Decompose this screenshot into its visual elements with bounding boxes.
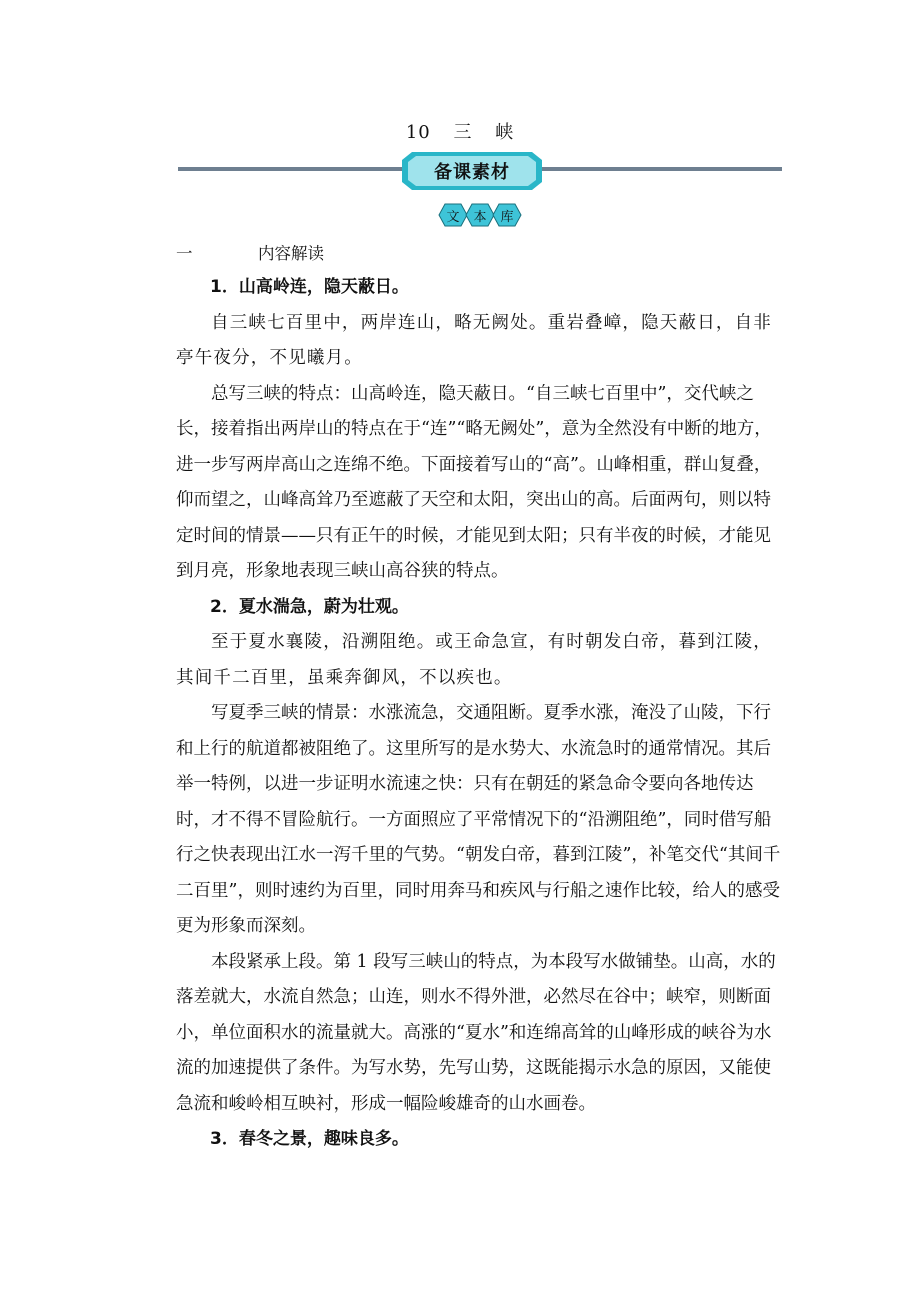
section-label: 内容解读 xyxy=(258,244,324,263)
section-heading xyxy=(176,240,324,264)
subheading-3: 3．春冬之景，趣味良多。 xyxy=(210,1129,409,1149)
classical-quote-2: 至于夏水襄陵，沿溯阻绝。或王命急宣，有时朝发白帝，暮到江陵，其间千二百里，虽乘奔御风，不以疾也。 xyxy=(176,632,772,688)
body-text xyxy=(176,270,788,1158)
banner-label: 备课素材 xyxy=(434,162,510,183)
hex-tab-char: 文 xyxy=(446,210,460,225)
commentary-paragraph-1: 总写三峡的特点：山高岭连，隐天蔽日。“自三峡七百里中”，交代峡之长，接着指出两岸山的特点在于“连”“略无阙处”，意为全然没有中断的地方，进一步写两岸高山之连绵不绝。下面接着写山的“高”。山峰相重，群山复叠，仰而望之，山峰高耸乃至遮蔽了天空和太阳，突出山的高。后面两句，则以特定时间的情景——只有正午的时候，才能见到太阳；只有半夜的时候，才能见到月亮，形象地表现三峡山高谷狭的特点。 xyxy=(176,383,772,581)
lesson-number: 10 xyxy=(405,122,431,143)
section-number: 一 xyxy=(176,244,193,263)
lesson-title xyxy=(0,118,920,144)
subheading-1: 1．山高岭连，隐天蔽日。 xyxy=(210,277,409,297)
hex-tab-char: 本 xyxy=(473,210,487,225)
commentary-paragraph-2: 写夏季三峡的情景：水涨流急，交通阻断。夏季水涨，淹没了山陵，下行和上行的航道都被阻绝了。这里所写的是水势大、水流急时的通常情况。其后举一特例，以进一步证明水流速之快：只有在朝廷的紧急命令要向各地传达时，才不得不冒险航行。一方面照应了平常情况下的“沿溯阻绝”，同时借写船行之快表现出江水一泻千里的气势。“朝发白帝，暮到江陵”，补笔交代“其间千二百里”，则时速约为百里，同时用奔马和疾风与行船之速作比较，给人的感受更为形象而深刻。 xyxy=(176,703,781,936)
title-char-1: 三 xyxy=(453,122,473,143)
subheading-2: 2．夏水湍急，蔚为壮观。 xyxy=(210,596,409,617)
title-char-2: 峡 xyxy=(495,122,515,143)
hex-tab-char: 库 xyxy=(500,210,514,225)
classical-quote-1: 自三峡七百里中，两岸连山，略无阙处。重岩叠嶂，隐天蔽日，自非亭午夜分，不见曦月。 xyxy=(176,312,772,368)
commentary-paragraph-3: 本段紧承上段。第 1 段写三峡山的特点，为本段写水做铺垫。山高，水的落差就大，水流自然急；山连，则水不得外泄，必然尽在谷中；峡窄，则断面小，单位面积水的流量就大。高涨的“夏水”和连绵高耸的山峰形成的峡谷为水流的加速提供了条件。为写水势，先写山势，这既能揭示水急的原因，又能使急流和峻岭相互映衬，形成一幅险峻雄奇的山水画卷。 xyxy=(176,951,776,1114)
